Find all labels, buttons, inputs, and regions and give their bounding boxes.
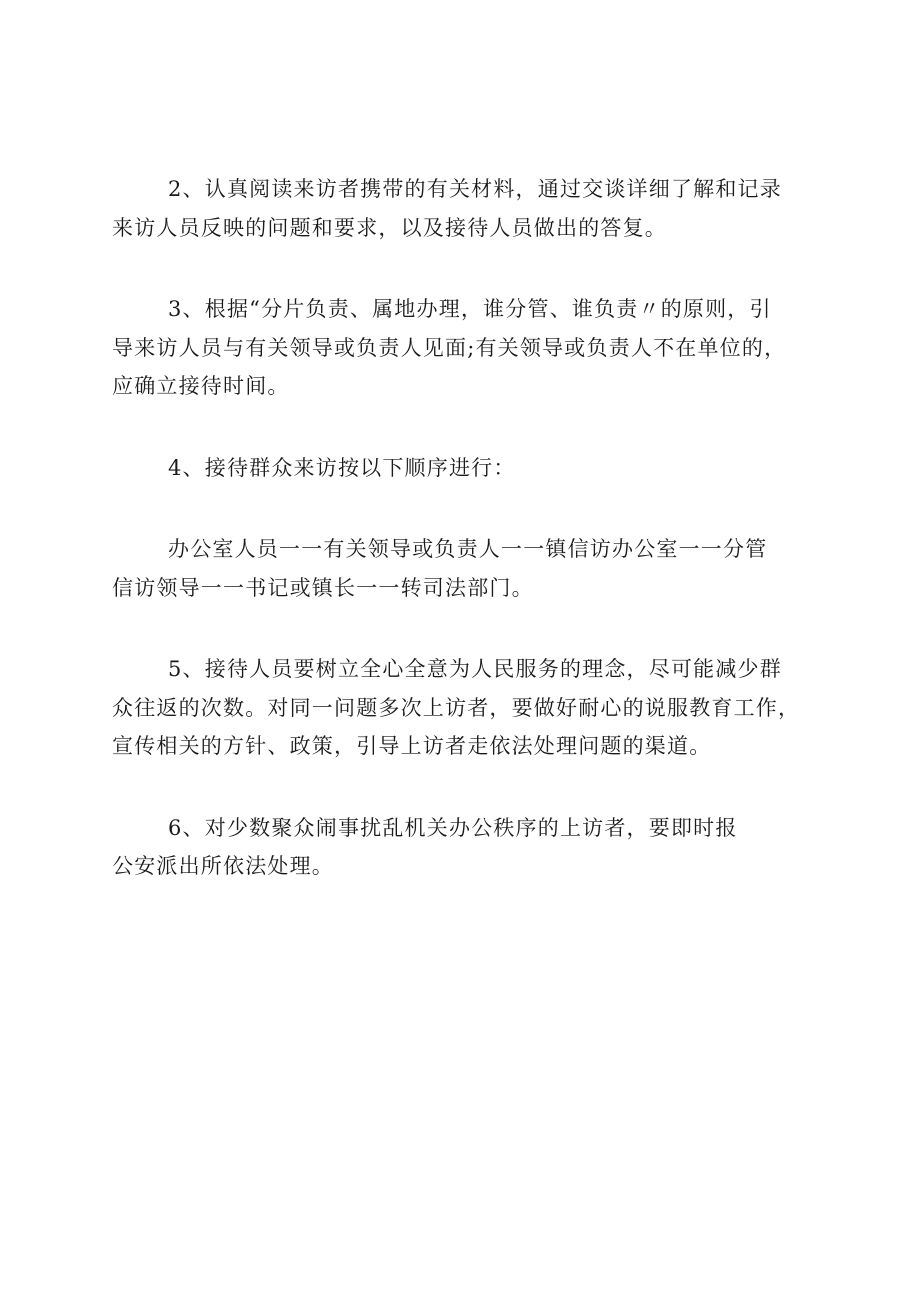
paragraph-item-6: [112, 809, 812, 886]
paragraph-line: 导来访人员与有关领导或负责人见面;有关领导或负责人不在单位的，: [112, 335, 787, 360]
paragraph-item-5: [112, 650, 812, 766]
paragraph-sequence: [112, 530, 812, 607]
paragraph-line: 4、接待群众来访按以下顺序进行：: [168, 455, 516, 480]
paragraph-line: 2、认真阅读来访者携带的有关材料，通过交谈详细了解和记录: [168, 177, 782, 201]
paragraph-line: 众往返的次数。对同一问题多次上访者，要做好耐心的说服教育工作，: [112, 695, 801, 720]
paragraph-line: 6、对少数聚众闹事扰乱机关办公秩序的上访者，要即时报: [168, 815, 738, 840]
paragraph-line: 公安派出所依法处理。: [112, 854, 334, 878]
paragraph-line: 5、接待人员要树立全心全意为人民服务的理念，尽可能减少群: [168, 657, 782, 681]
paragraph-line: 办公室人员一一有关领导或负责人一一镇信访办公室一一分管: [168, 537, 768, 561]
paragraph-line: 3、根据“分片负责、属地办理，谁分管、谁负责〃的原则，引: [168, 297, 772, 321]
paragraph-item-4: [112, 449, 812, 488]
paragraph-line: 应确立接待时间。: [112, 374, 290, 398]
paragraph-line: 信访领导一一书记或镇长一一转司法部门。: [112, 575, 534, 600]
paragraph-item-2: [112, 170, 812, 247]
paragraph-line: 宣传相关的方针、政策，引导上访者走依法处理问题的渠道。: [112, 734, 712, 758]
document-body: [112, 170, 812, 886]
paragraph-item-3: [112, 290, 812, 406]
paragraph-line: 来访人员反映的问题和要求，以及接待人员做出的答复。: [112, 215, 667, 240]
